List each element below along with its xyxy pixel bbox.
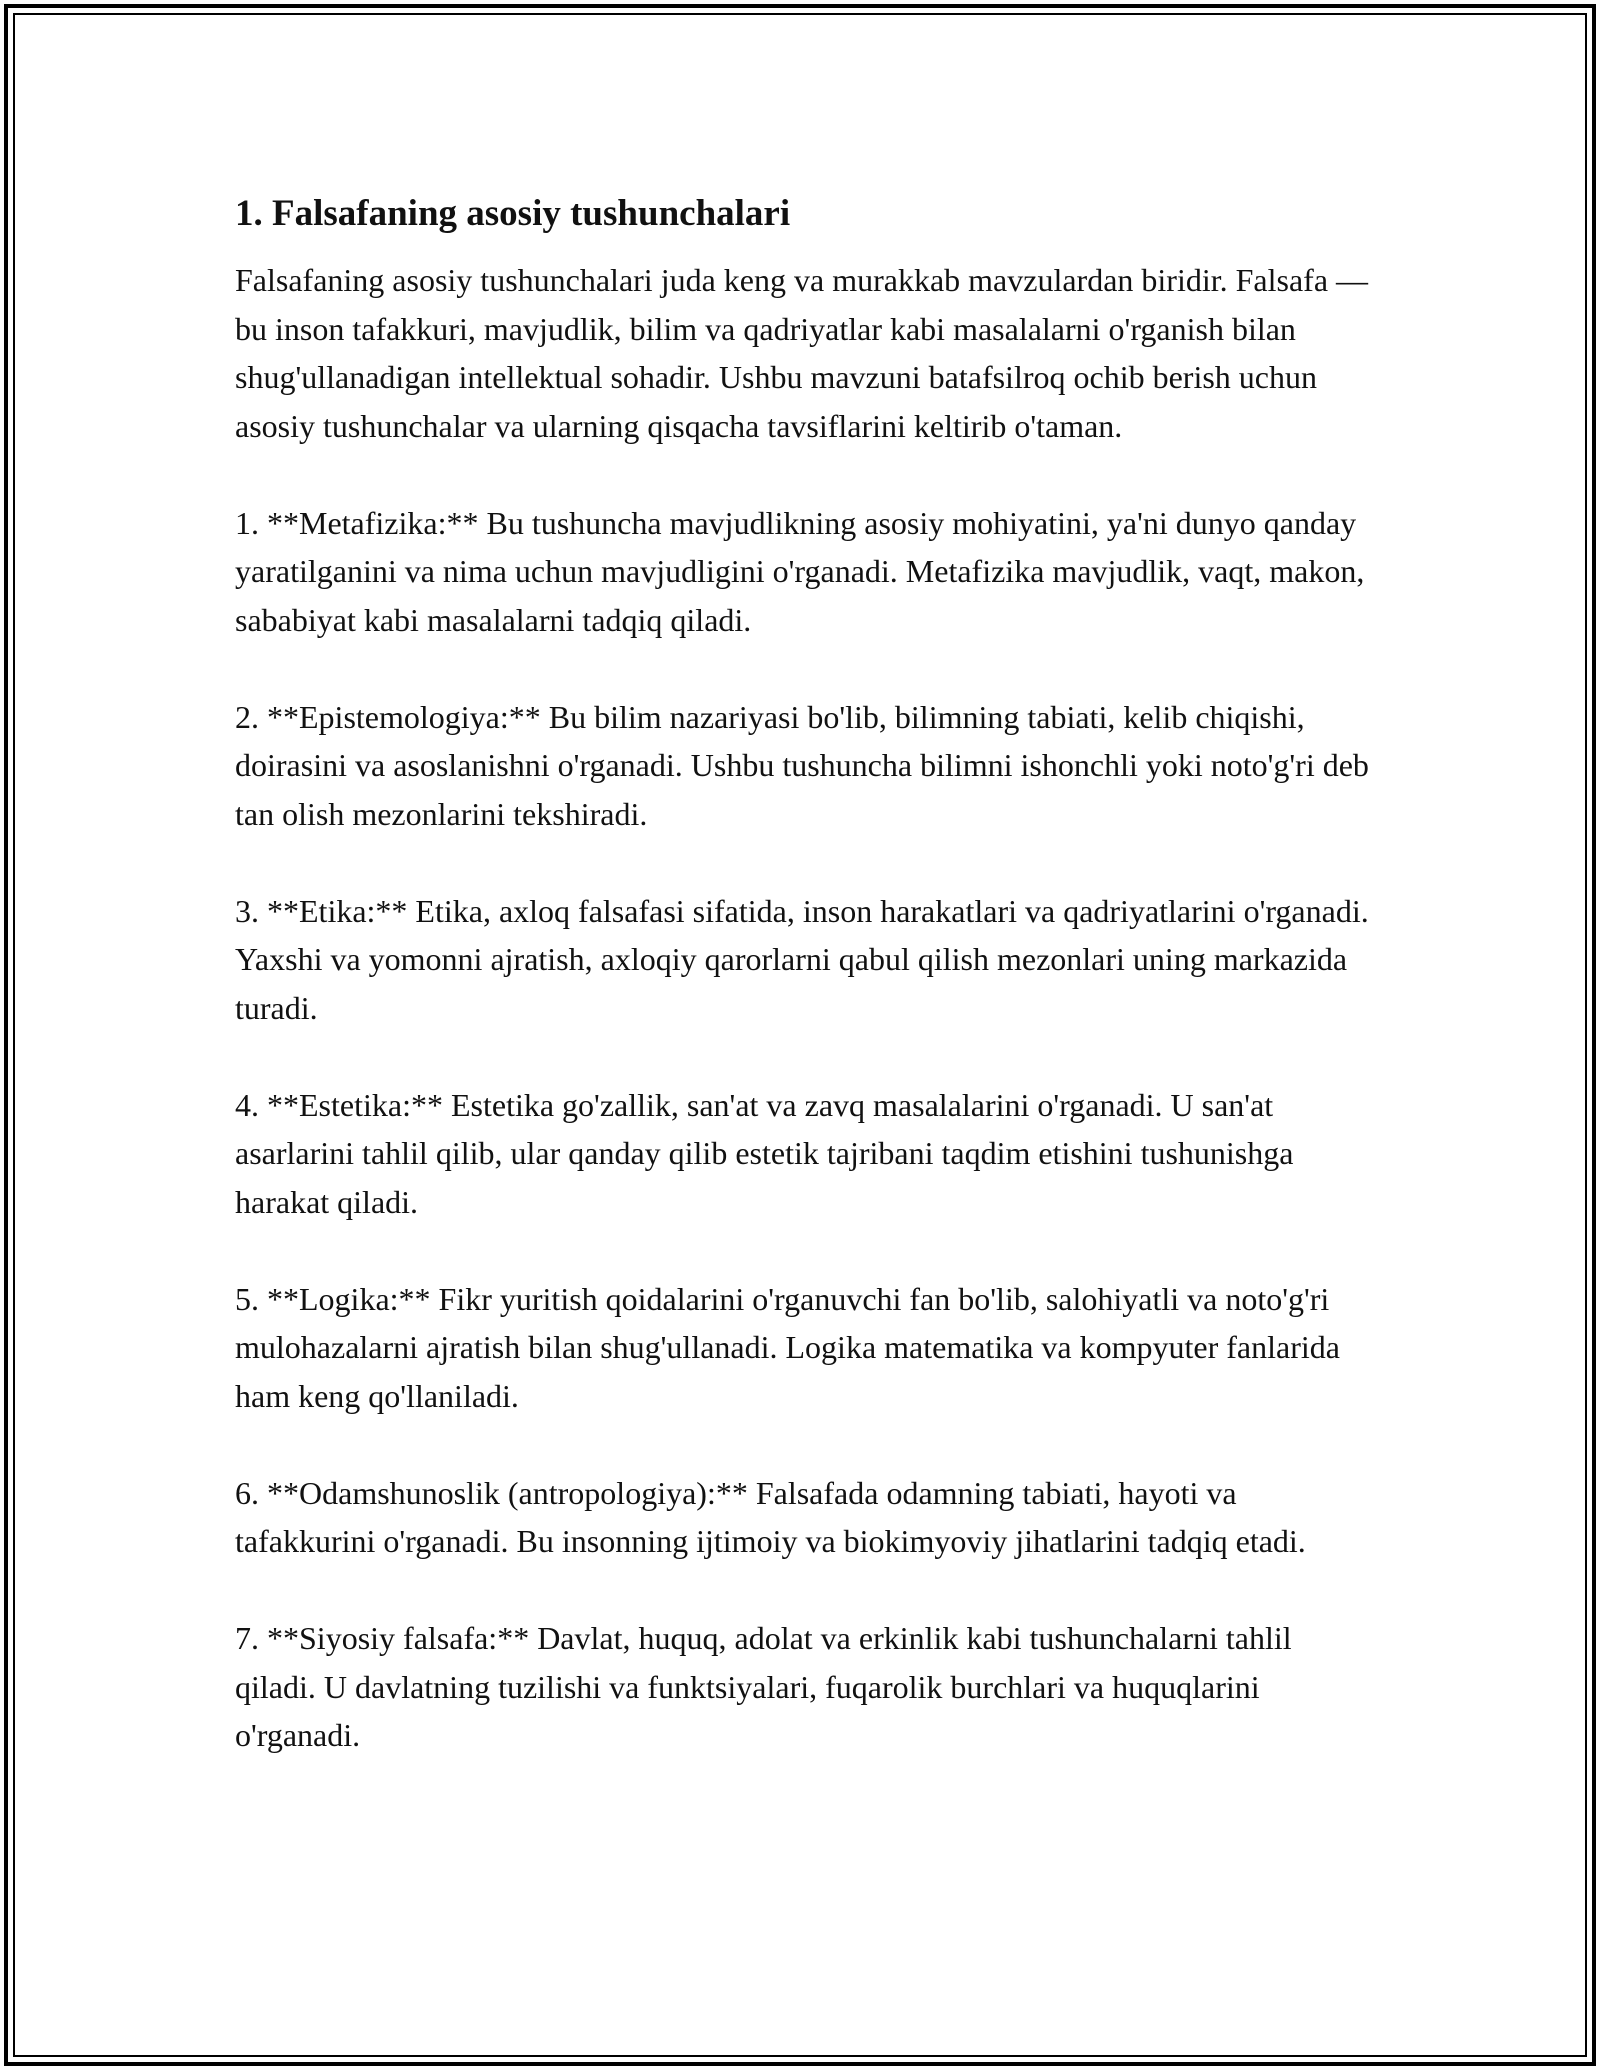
list-item-estetika: 4. **Estetika:** Estetika go'zallik, san'at va zavq masalalarini o'rganadi. U san'at asarlarini tahlil qilib, ular qanday qilib estetik tajribani taqdim etishini tushunishga harakat qiladi. [235, 1086, 1294, 1220]
intro-paragraph: Falsafaning asosiy tushunchalari juda keng va murakkab mavzulardan biridir. Falsafa — bu inson tafakkuri, mavjudlik, bilim va qadriyatlar kabi masalalarni o'rganish bilan shug'ullanadigan intellektual sohadir. Ushbu mavzuni batafsilroq ochib berish uchun asosiy tushunchalar va ularning qisqacha tavsiflarini keltirib o'taman. [235, 262, 1369, 444]
document-title: 1. Falsafaning asosiy tushunchalari [235, 193, 791, 234]
list-item-etika: 3. **Etika:** Etika, axloq falsafasi sifatida, inson harakatlari va qadriyatlarini o'rganadi. Yaxshi va yomonni ajratish, axloqiy qarorlarni qabul qilish mezonlari uning markazida turadi. [235, 892, 1369, 1026]
document-body [235, 188, 1370, 1808]
list-item-logika: 5. **Logika:** Fikr yuritish qoidalarini o'rganuvchi fan bo'lib, salohiyatli va noto'g'ri mulohazalarni ajratish bilan shug'ullanadi. Logika matematika va kompyuter fanlarida ham keng qo'llaniladi. [235, 1280, 1340, 1414]
list-item-metafizika: 1. **Metafizika:** Bu tushuncha mavjudlikning asosiy mohiyatini, ya'ni dunyo qanday yaratilganini va nima uchun mavjudligini o'rganadi. Metafizika mavjudlik, vaqt, makon, sababiyat kabi masalalarni tadqiq qiladi. [235, 504, 1365, 638]
list-item-odamshunoslik: 6. **Odamshunoslik (antropologiya):** Falsafada odamning tabiati, hayoti va tafakkurini o'rganadi. Bu insonning ijtimoiy va biokimyoviy jihatlarini tadqiq etadi. [235, 1474, 1306, 1559]
list-item-epistemologiya: 2. **Epistemologiya:** Bu bilim nazariyasi bo'lib, bilimning tabiati, kelib chiqishi, doirasini va asoslanishni o'rganadi. Ushbu tushuncha bilimni ishonchli yoki noto'g'ri deb tan olish mezonlarini tekshiradi. [235, 698, 1369, 832]
list-item-siyosiy-falsafa: 7. **Siyosiy falsafa:** Davlat, huquq, adolat va erkinlik kabi tushunchalarni tahlil qiladi. U davlatning tuzilishi va funktsiyalari, fuqarolik burchlari va huquqlarini o'rganadi. [235, 1620, 1292, 1753]
